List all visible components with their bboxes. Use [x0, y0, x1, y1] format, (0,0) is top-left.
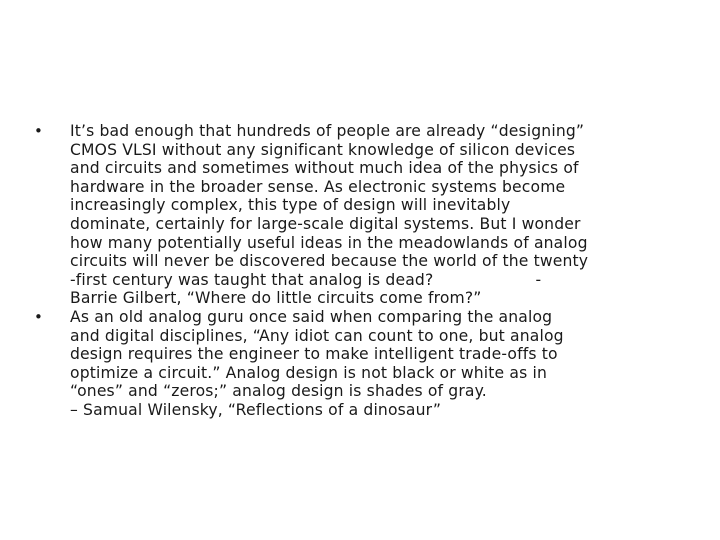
text-line: CMOS VLSI without any significant knowledge of silicon devices	[70, 140, 576, 159]
text-line: increasingly complex, this type of design will inevitably	[70, 196, 511, 215]
text-line: how many potentially useful ideas in the meadowlands of analog	[70, 233, 588, 252]
text-line: optimize a circuit.” Analog design is not black or white as in	[70, 363, 547, 382]
quote-attribution: Barrie Gilbert, “Where do little circuits come from?”	[70, 289, 482, 308]
text-line: hardware in the broader sense. As electronic systems become	[70, 177, 566, 196]
bullet-item-gilbert-quote	[34, 122, 684, 308]
text-line: dominate, certainly for large-scale digital systems. But I wonder	[70, 214, 581, 233]
bullet-item-wilensky-quote	[34, 308, 684, 420]
text-line: -first century was taught that analog is dead? -	[70, 270, 542, 289]
text-line: and digital disciplines, “Any idiot can count to one, but analog	[70, 326, 564, 345]
text-line: and circuits and sometimes without much idea of the physics of	[70, 159, 579, 178]
text-line: design requires the engineer to make intelligent trade-offs to	[70, 345, 558, 364]
text-line: It’s bad enough that hundreds of people are already “designing”	[70, 122, 585, 140]
text-line: “ones” and “zeros;” analog design is shades of gray.	[70, 382, 487, 401]
text-line: As an old analog guru once said when comparing the analog	[70, 307, 553, 326]
text-line: circuits will never be discovered because the world of the twenty	[70, 252, 589, 271]
bullet-icon: •	[34, 307, 43, 326]
quote-attribution: – Samual Wilensky, “Reflections of a dinosaur”	[70, 400, 442, 419]
quote-list	[34, 122, 684, 420]
bullet-icon: •	[34, 122, 43, 140]
